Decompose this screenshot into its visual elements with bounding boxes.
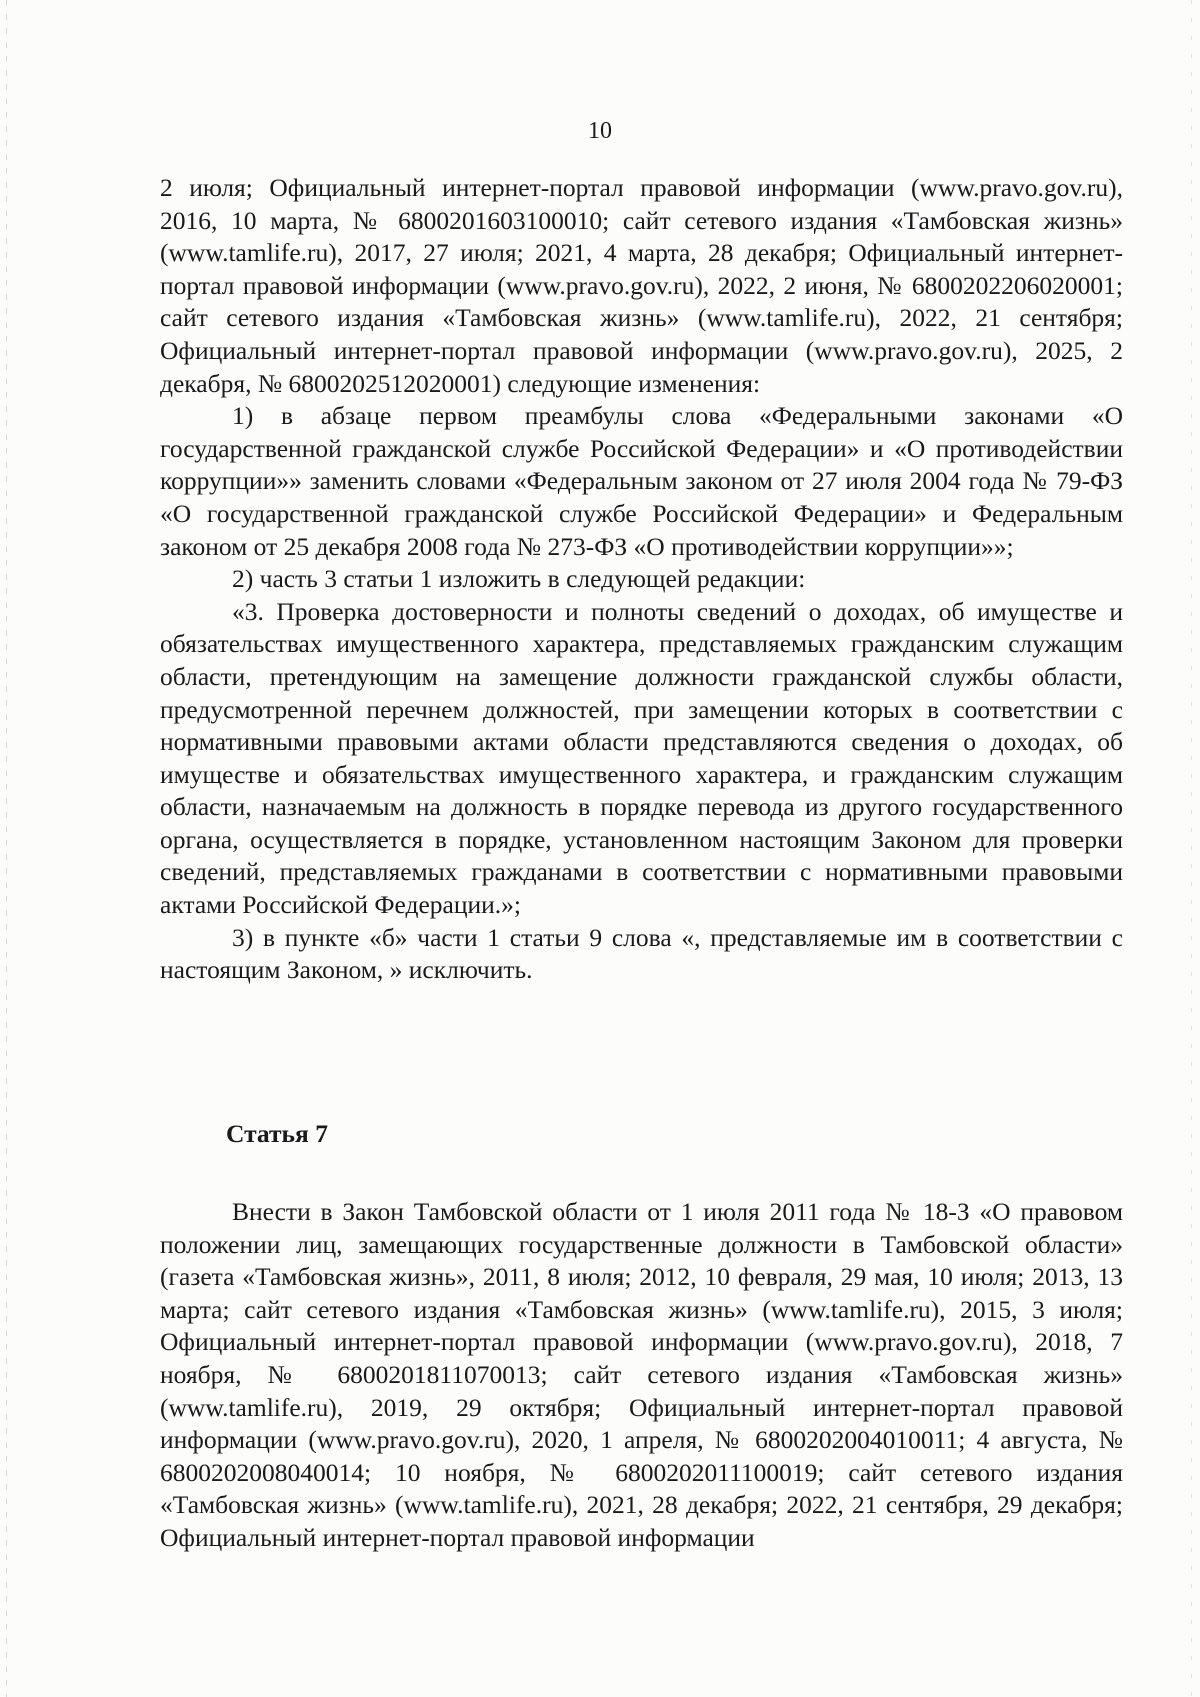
paragraph-item-3: 3) в пункте «б» части 1 статьи 9 слова «, представляемые им в соответствии с настоящим Законом, » исключить.: [160, 922, 1123, 985]
paragraph-item-2-quote: «3. Проверка достоверности и полноты сведений о доходах, об имуществе и обязательствах имущественного характера, представляемых гражданским служащим области, претендующим на замещение должности гражданской службы области, предусмотренной перечнем должностей, при замещении которых в соответствии с нормативными правовыми актами области представляются сведения о доходах, об имуществе и обязательствах имущественного характера, и гражданским служащим области, назначаемым на должность в порядке перевода из другого государственного органа, осуществляется в порядке, установленном настоящим Законом для проверки сведений, представляемых гражданами в соответствии с нормативными правовыми актами Российской Федерации.»;: [160, 596, 1123, 920]
article-7-paragraph: Внести в Закон Тамбовской области от 1 июля 2011 года № 18-З «О правовом положении лиц, замещающих государственные должности в Тамбовской области» (газета «Тамбовская жизнь», 2011, 8 июля; 2012, 10 февраля, 29 мая, 10 июля; 2013, 13 марта; сайт сетевого издания «Тамбовская жизнь» (www.tamlife.ru), 2015, 3 июля; Официальный интернет-портал правовой информации (www.pravo.gov.ru), 2018, 7 ноября, № 6800201811070013; сайт сетевого издания «Тамбовская жизнь» (www.tamlife.ru), 2019, 29 октября; Официальный интернет-портал правовой информации (www.pravo.gov.ru), 2020, 1 апреля, № 6800202004010011; 4 августа, № 6800202008040014; 10 ноября, № 6800202011100019; сайт сетевого издания «Тамбовская жизнь» (www.tamlife.ru), 2021, 28 декабря; 2022, 21 сентября, 29 декабря; Официальный интернет-портал правовой информации: [160, 1197, 1123, 1552]
scan-edge-right: [1191, 0, 1192, 1697]
article-7-block: [160, 1196, 1123, 1555]
paragraph-item-2: 2) часть 3 статьи 1 изложить в следующей редакции:: [232, 564, 806, 594]
paragraph-item-1: 1) в абзаце первом преамбулы слова «Федеральными законами «О государственной гражданской службе Российской Федерации» и «О противодействии коррупции»» заменить словами «Федеральным законом от 27 июля 2004 года № 79-ФЗ «О государственной гражданской службе Российской Федерации» и Федеральным законом от 25 декабря 2008 года № 273-ФЗ «О противодействии коррупции»»;: [160, 401, 1123, 561]
page-number: 10: [588, 118, 612, 144]
article-7-heading: Статья 7: [226, 1119, 328, 1148]
scan-edge-left: [6, 0, 7, 1697]
paragraph-continuation: 2 июля; Официальный интернет-портал правовой информации (www.pravo.gov.ru), 2016, 10 марта, № 6800201603100010; сайт сетевого издания «Тамбовская жизнь» (www.tamlife.ru), 2017, 27 июля; 2021, 4 марта, 28 декабря; Официальный интернет-портал правовой информации (www.pravo.gov.ru), 2022, 2 июня, № 6800202206020001; сайт сетевого издания «Тамбовская жизнь» (www.tamlife.ru), 2022, 21 сентября; Официальный интернет-портал правовой информации (www.pravo.gov.ru), 2025, 2 декабря, № 6800202512020001) следующие изменения:: [160, 173, 1123, 398]
amendments-block: [160, 172, 1123, 987]
